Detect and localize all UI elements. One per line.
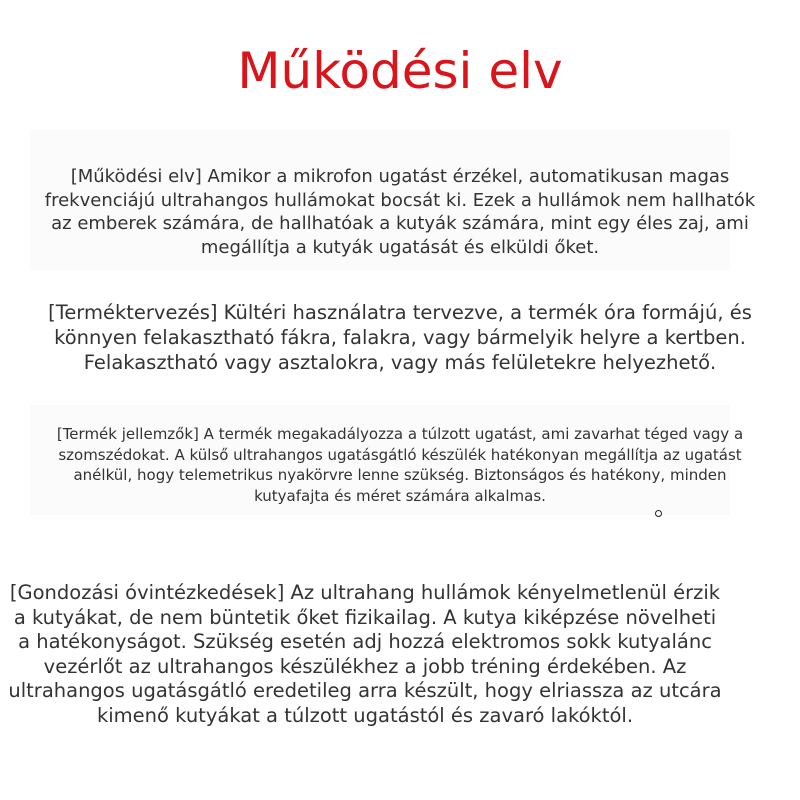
- paragraph-product-features: [Termék jellemzők] A termék megakadályozza a túlzott ugatást, ami zavarhat téged vagy a szomszédokat. A külső ultrahangos ugatásgátló készülék hatékonyan megállítja az ugatást anélkül, hogy telemetrikus nyakörvre lenne szükség. Biztonságos és hatékony, minden kutyafajta és méret számára alkalmas.: [56, 425, 744, 505]
- paragraph-product-design: [Terméktervezés] Kültéri használatra tervezve, a termék óra formájú, és könnyen felakasztható fákra, falakra, vagy bármelyik helyre a kertben. Felakasztható vagy asztalokra, vagy más felületekre helyezhető.: [48, 301, 752, 374]
- paragraph-working-principle: [Működési elv] Amikor a mikrofon ugatást érzékel, automatikusan magas frekvenciájú ultrahangos hullámokat bocsát ki. Ezek a hullámok nem hallhatók az emberek számára, de hallhatóak a kutyák számára, mint egy éles zaj, ami megállítja a kutyák ugatását és elküldi őket.: [44, 166, 756, 258]
- page-title: Működési elv: [237, 42, 563, 100]
- stray-circle-mark: [655, 510, 662, 517]
- paragraph-care-precautions: [Gondozási óvintézkedések] Az ultrahang hullámok kényelmetlenül érzik a kutyákat, de nem büntetik őket fizikailag. A kutya kiképzése növelheti a hatékonyságot. Szükség esetén adj hozzá elektromos sokk kutyalánc vezérlőt az ultrahangos készülékhez a jobb tréning érdekében. Az ultrahangos ugatásgátló eredetileg arra készült, hogy elriassza az utcára kimenő kutyákat a túlzott ugatástól és zavaró lakóktól.: [8, 581, 722, 727]
